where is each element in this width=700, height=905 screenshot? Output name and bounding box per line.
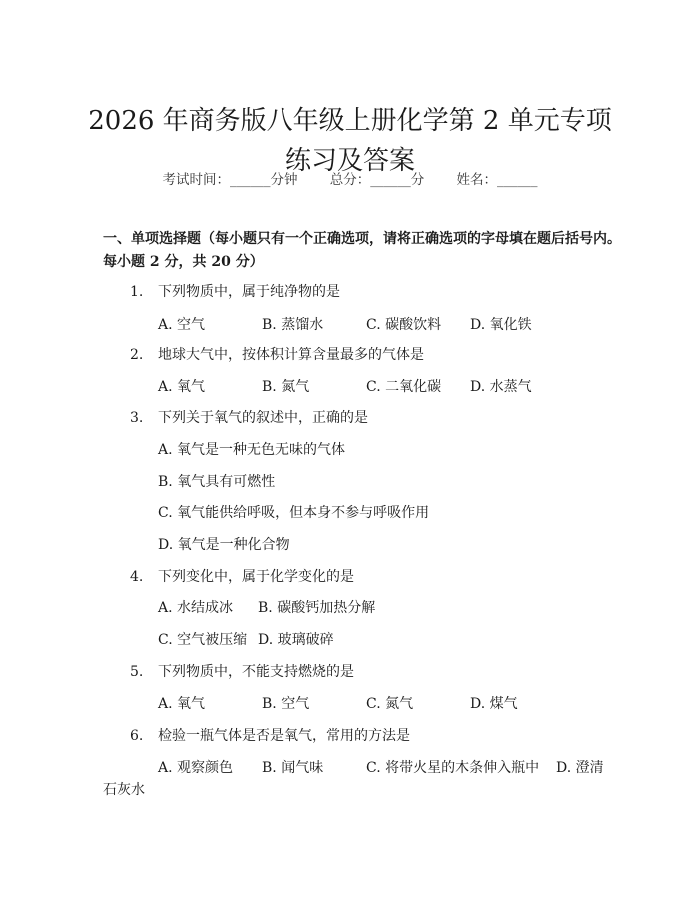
option-b: B. 空气 <box>262 696 310 712</box>
name-field: 姓名：______ <box>456 172 538 188</box>
question-5 <box>130 662 354 682</box>
question-text: 下列变化中，属于化学变化的是 <box>158 569 354 585</box>
exam-time-field: 考试时间：______分钟 <box>162 172 298 188</box>
section-heading: 一、单项选择题（每小题只有一个正确选项，请将正确选项的字母填在题后括号内。每小题 2 分，共 20 分） <box>103 231 621 270</box>
question-text: 地球大气中，按体积计算含量最多的气体是 <box>158 347 424 363</box>
option-d: D. 水蒸气 <box>470 379 532 395</box>
question-2 <box>130 345 424 365</box>
question-4-options-row-2 <box>158 630 334 650</box>
option-a: A. 氧气是一种无色无味的气体 <box>158 442 346 458</box>
question-5-options <box>158 694 518 714</box>
question-1 <box>130 282 340 302</box>
question-3 <box>130 408 368 428</box>
question-6 <box>130 726 410 746</box>
question-2-options <box>158 377 532 397</box>
question-1-options <box>158 315 532 335</box>
option-c: C. 氧气能供给呼吸，但本身不参与呼吸作用 <box>158 505 430 521</box>
question-number: 2. <box>130 347 144 363</box>
option-c: C. 氮气 <box>366 696 414 712</box>
option-a: A. 水结成冰 <box>158 600 234 616</box>
option-d-continuation: 石灰水 <box>103 782 145 798</box>
option-a: A. 氧气 <box>158 696 206 712</box>
option-c: C. 二氧化碳 <box>366 379 442 395</box>
question-4-options-row-1 <box>158 598 375 618</box>
question-number: 4. <box>130 569 144 585</box>
option-b: B. 氧气具有可燃性 <box>158 474 276 490</box>
option-d: D. 氧化铁 <box>470 317 532 333</box>
option-b: B. 蒸馏水 <box>262 317 324 333</box>
question-text: 下列关于氧气的叙述中，正确的是 <box>158 410 368 426</box>
option-d: D. 澄清 <box>556 760 604 776</box>
question-text: 下列物质中，属于纯净物的是 <box>158 284 340 300</box>
option-c: C. 碳酸饮料 <box>366 317 442 333</box>
option-b: B. 碳酸钙加热分解 <box>258 600 376 616</box>
total-score-field: 总分：______分 <box>329 172 425 188</box>
option-d: D. 玻璃破碎 <box>258 632 334 648</box>
option-a: A. 观察颜色 <box>158 760 234 776</box>
option-b: B. 闻气味 <box>262 760 324 776</box>
option-c: C. 空气被压缩 <box>158 632 248 648</box>
option-c: C. 将带火星的木条伸入瓶中 <box>366 760 540 776</box>
question-number: 6. <box>130 728 144 744</box>
option-b: B. 氮气 <box>262 379 310 395</box>
question-number: 3. <box>130 410 144 426</box>
question-number: 1. <box>130 284 144 300</box>
question-6-options <box>158 758 604 778</box>
option-a: A. 空气 <box>158 317 206 333</box>
question-number: 5. <box>130 664 144 680</box>
exam-info-line <box>0 168 700 188</box>
question-4 <box>130 567 354 587</box>
question-text: 检验一瓶气体是否是氧气，常用的方法是 <box>158 728 410 744</box>
question-text: 下列物质中，不能支持燃烧的是 <box>158 664 354 680</box>
option-a: A. 氧气 <box>158 379 206 395</box>
title-line-2: 练习及答案 <box>284 146 415 177</box>
option-d: D. 煤气 <box>470 696 518 712</box>
option-d: D. 氧气是一种化合物 <box>158 537 290 553</box>
title-line-1: 2026 年商务版八年级上册化学第 2 单元专项 <box>88 106 612 137</box>
